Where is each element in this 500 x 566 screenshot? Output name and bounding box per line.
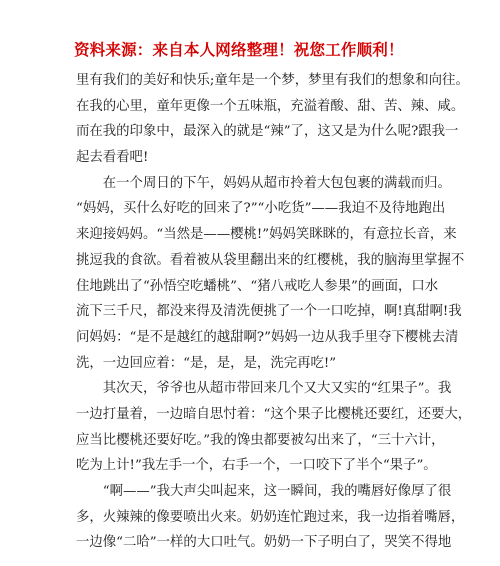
article-body: [76, 68, 472, 556]
text-line: 吃为上计!”我左手一个，右手一个，一口咬下了半个“果子”。: [76, 458, 437, 474]
text-line: 问妈妈：“是不是越红的越甜啊?”妈妈一边从我手里夺下樱桃去清: [76, 329, 459, 345]
text-line: 里有我们的美好和快乐;童年是一个梦，梦里有我们的想象和向往。: [76, 73, 469, 88]
text-line: 多，火辣辣的像要喷出火来。奶奶连忙跑过来，我一边指着嘴唇，: [76, 509, 465, 525]
text-line: “妈妈，买什么好吃的回来了?”“小吃货”——我迫不及待地跑出: [76, 201, 446, 217]
text-line: 一边打量着，一边暗自思忖着：“这个果子比樱桃还要红，还要大，: [76, 406, 472, 422]
text-line: 起去看看吧!: [76, 150, 149, 166]
text-line: 来迎接妈妈。“当然是——樱桃!”妈妈笑眯眯的，有意拉长音，来: [76, 227, 457, 243]
text-line: 流下三千尺，都没来得及清洗便挑了一个一口吃掉，啊!真甜啊!我: [76, 304, 462, 320]
text-line: 挑逗我的食欲。看着被从袋里翻出来的红樱桃，我的脑海里掌握不: [76, 252, 465, 268]
text-line: 一边像“二哈”一样的大口吐气。奶奶一下子明白了，哭笑不得地: [76, 535, 452, 551]
text-line: 在一个周日的下午，妈妈从超市拎着大包包裹的满载而归。: [76, 175, 451, 191]
text-line: “啊——”我大声尖叫起来，这一瞬间，我的嘴唇好像厚了很: [76, 484, 452, 499]
text-line: 洗，一边回应着：“是，是，是，洗完再吃!”: [76, 355, 337, 371]
text-line: 应当比樱桃还要好吃。”我的馋虫都要被勾出来了，“三十六计，: [76, 432, 445, 448]
text-line: 其次天，爷爷也从超市带回来几个又大又实的“红果子”。我: [76, 381, 452, 397]
text-line: 住地跳出了“孙悟空吃蟠桃”、“猪八戒吃人参果”的画面，口水: [76, 278, 439, 294]
source-header: 资料来源：来自本人网络整理！祝您工作顺利！: [74, 40, 404, 59]
text-line: 在我的心里，童年更像一个五味瓶，充溢着酸、甜、苦、辣、咸。: [76, 98, 465, 114]
text-line: 而在我的印象中，最深入的就是“辣”了，这又是为什么呢?跟我一: [76, 124, 459, 140]
